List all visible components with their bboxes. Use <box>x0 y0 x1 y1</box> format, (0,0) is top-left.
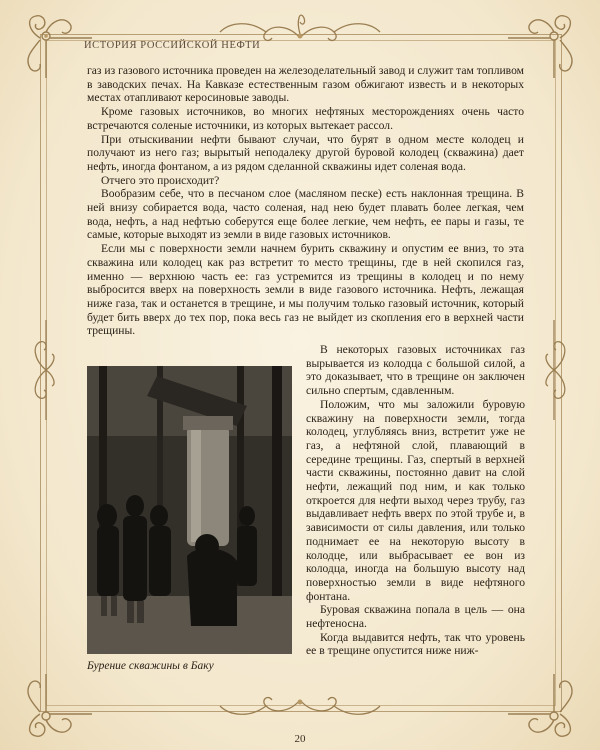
bottom-center-ornament <box>210 694 390 734</box>
paragraph: В некоторых газовых источниках газ вырывается из колодца с большой силой, а это доказывает, что в трещине он заключен сильно спертым, сдавленным. <box>306 343 525 398</box>
paragraph: При отыскивании нефти бывают случаи, что бурят в одном месте колодец и получают из него газ; вырытый неподалеку другой буровой колодец (скважина) дает нефть, иногда фонтаном, а из рядом сделанной скважины идет соленая вода. <box>87 132 524 173</box>
right-column-text <box>306 343 525 658</box>
running-header: ИСТОРИЯ РОССИЙСКОЙ НЕФТИ <box>84 40 261 51</box>
corner-ornament-bottom-right <box>502 672 582 742</box>
paragraph: Вообразим себе, что в песчаном слое (масляном песке) есть наклонная трещина. В ней внизу собирается вода, часто соленая, над нею будет плавать более легкая, чем вода, нефть, а над нефтью соберутся еще более легкие, чем нефть, ее пары и газы, те самые, которые выходят из земли в виде газовых источников. <box>87 187 524 242</box>
paragraph: Отчего это происходит? <box>101 173 220 187</box>
paragraph: Кроме газовых источников, во многих нефтяных месторождениях очень часто встречаются соленые источники, из которых вытекает рассол. <box>87 105 524 132</box>
paragraph: газ из газового источника проведен на железоделательный завод и служит там топливом в заводских печах. На Кавказе естественным газом обжигают известь и в некоторых местах отапливают керосиновые заводы. <box>87 64 524 105</box>
top-center-ornament <box>210 4 390 44</box>
body-text <box>87 64 524 338</box>
right-side-ornament <box>540 320 570 420</box>
paragraph: Положим, что мы заложили буровую скважину на поверхности земли, тогда колодец, углубляясь вниз, встретит уже не газ, а нефтяной слой, плавающий в середине трещины. Газ, спертый в верхней части скважины, постоянно давит на слой нефти, лежащий под ним, и как только откроется для нефти выход через трубу, газ выдавливает нефть вверх по этой трубе и, в зависимости от силы давления, или только поднимает ее на некоторую высоту в колодце, или выбрасывает ее вон из колодца, иногда на большую высоту над поверхностью земли в виде нефтяного фонтана. <box>306 397 525 603</box>
paragraph: Буровая скважина попала в цель — она нефтеносна. <box>306 603 525 631</box>
drilling-photo <box>87 366 292 654</box>
left-side-ornament <box>30 320 60 420</box>
photo-caption: Бурение скважины в Баку <box>87 660 214 672</box>
page-number: 20 <box>294 733 306 745</box>
corner-ornament-bottom-left <box>18 672 98 742</box>
paragraph: Если мы с поверхности земли начнем бурить скважину и опустим ее вниз, то эта скважина или колодец как раз встретит то место трещины, где в ней скопился газ, именно — верхнюю часть ее: газ устремится из трещины в колодец и по нему выбросится вверх на поверхность земли в виде газового источника. Нефть, лежащая ниже газа, так и останется в трещине, и мы получим только газовый источник, который будет бить вверх до тех пор, пока весь газ не выйдет из скопления его в верхней части трещины. <box>87 242 524 338</box>
paragraph: Когда выдавится нефть, так что уровень ее в трещине опустится ниже ниж- <box>306 630 525 658</box>
